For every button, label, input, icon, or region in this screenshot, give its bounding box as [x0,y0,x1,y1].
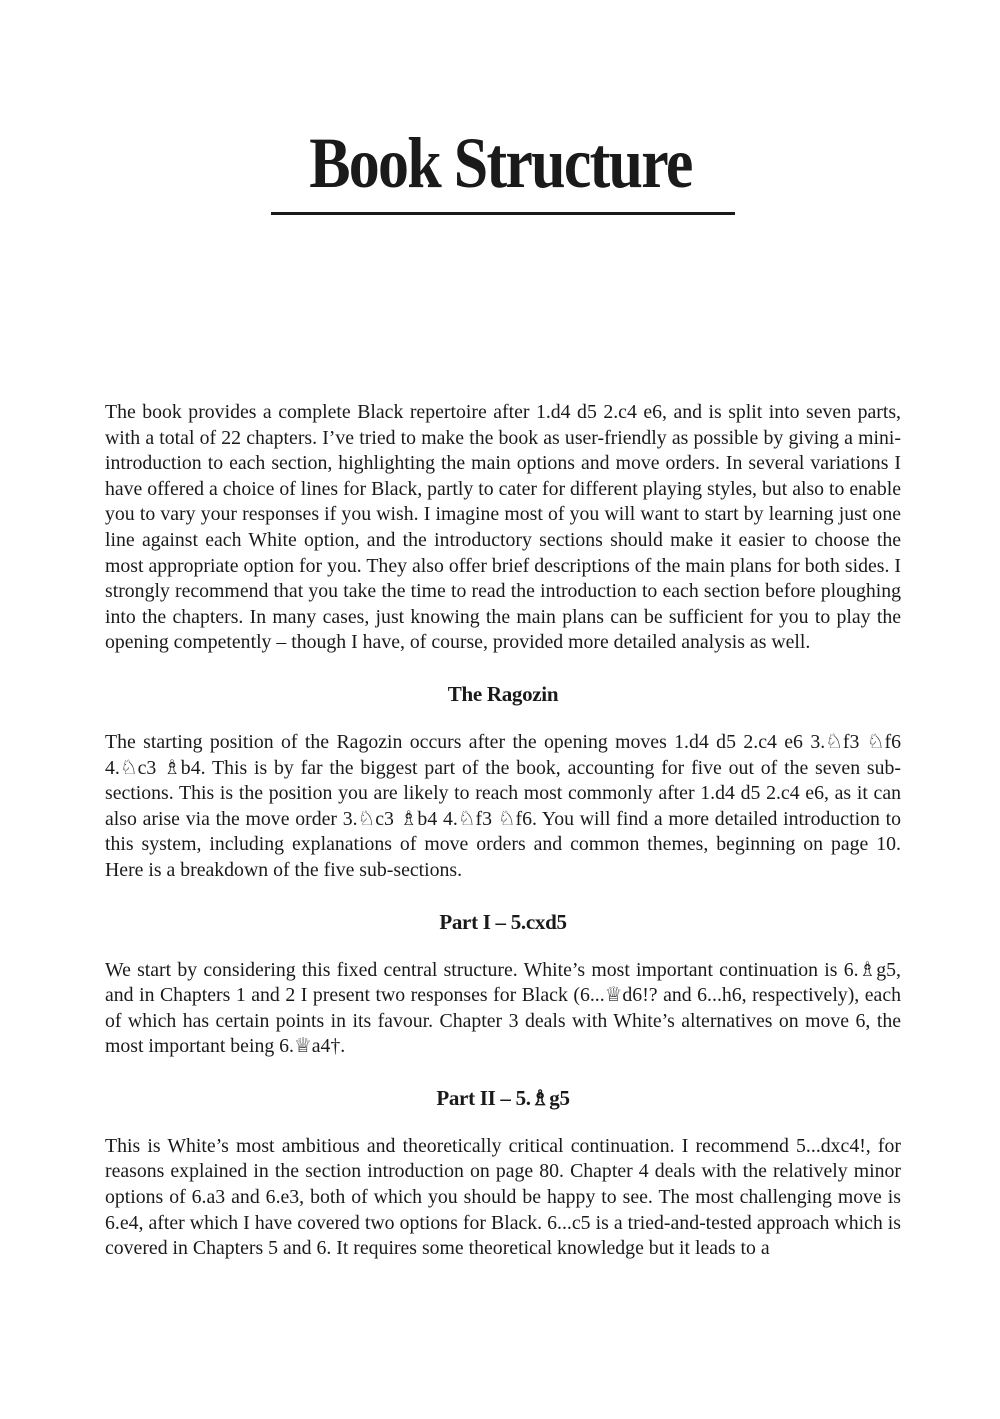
part2-heading: Part II – 5.♗g5 [436,1085,570,1110]
part1-heading: Part I – 5.cxd5 [439,909,567,934]
page-title: Book Structure [309,123,692,203]
body-text [105,400,901,1262]
ragozin-paragraph: The starting position of the Ragozin occurs after the opening moves 1.d4 d5 2.c4 e6 3.♘f3 ♘f6 4.♘c3 ♗b4. This is by far the biggest part of the book, accounting for five out of the seven sub-sections. This is the position you are likely to reach most commonly after 1.d4 d5 2.c4 e6, as it can also arise via the move order 3.♘c3 ♗b4 4.♘f3 ♘f6. You will find a more detailed introduction to this system, including explanations of move orders and common themes, beginning on page 10. Here is a breakdown of the five sub-sections. [105,730,901,881]
ragozin-heading: The Ragozin [447,681,559,706]
part1-paragraph: We start by considering this fixed central structure. White’s most important continuation is 6.♗g5, and in Chapters 1 and 2 I present two responses for Black (6...♕d6!? and 6...h6, respectively), each of which has certain points in its favour. Chapter 3 deals with White’s alternatives on move 6, the most important being 6.♕a4†. [105,958,901,1058]
title-underline [271,212,735,215]
intro-paragraph: The book provides a complete Black repertoire after 1.d4 d5 2.c4 e6, and is split into seven parts, with a total of 22 chapters. I’ve tried to make the book as user-friendly as possible by giving a mini-introduction to each section, highlighting the main options and move orders. In several variations I have offered a choice of lines for Black, partly to cater for different playing styles, but also to enable you to vary your responses if you wish. I imagine most of you will want to start by learning just one line against each White option, and the introductory sections should make it easier to choose the most appropriate option for you. They also offer brief descriptions of the main plans for both sides. I strongly recommend that you take the time to read the introduction to each section before ploughing into the chapters. In many cases, just knowing the main plans can be sufficient for you to play the opening competently – though I have, of course, provided more detailed analysis as well. [105,401,901,654]
part2-paragraph: This is White’s most ambitious and theoretically critical continuation. I recommend 5...dxc4!, for reasons explained in the section introduction on page 80. Chapter 4 deals with the relatively minor options of 6.a3 and 6.e3, both of which you should be happy to see. The most challenging move is 6.e4, after which I have covered two options for Black. 6...c5 is a tried-and-tested approach which is covered in Chapters 5 and 6. It requires some theoretical knowledge but it leads to a [105,1134,901,1260]
